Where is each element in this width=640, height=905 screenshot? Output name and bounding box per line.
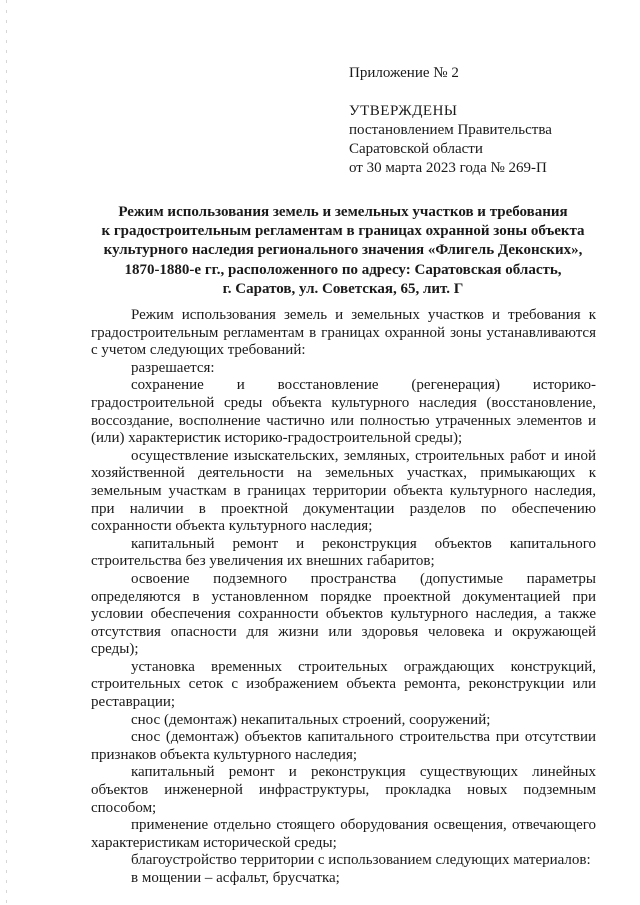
title-line: 1870-1880-е гг., расположенного по адресу: Саратовская область, [124, 261, 562, 278]
approval-block [349, 64, 609, 178]
approval-line-authority: постановлением Правительства [349, 122, 552, 138]
approval-line-date: от 30 марта 2023 года № 269-П [349, 160, 547, 176]
title-line: г. Саратов, ул. Советская, 65, лит. Г [222, 280, 464, 297]
body-paragraph: капитальный ремонт и реконструкция существующих линейных объектов инженерной инфраструктуры, прокладка новых подземным способом; [91, 764, 596, 816]
approved-heading: УТВЕРЖДЕНЫ [349, 103, 458, 119]
scan-binding-edge [6, 0, 7, 905]
title-line: Режим использования земель и земельных участков и требования [118, 204, 568, 220]
body-paragraph: освоение подземного пространства (допустимые параметры определяются в установленном порядке проектной документацией при условии обеспечения сохранности объектов культурного наследия, а также отсутствия опасности для жизни или здоровья человека и окружающей среды); [91, 570, 596, 658]
document-title [88, 203, 598, 299]
body-paragraph: сохранение и восстановление (регенерация) историко-градостроительной среды объекта культурного наследия (восстановление, воссоздание, восполнение частично или полностью утраченных элементов и (или) характеристик историко-градостроительной среды); [91, 377, 596, 447]
body-paragraph: снос (демонтаж) некапитальных строений, сооружений; [131, 711, 491, 728]
approval-line-region: Саратовской области [349, 141, 483, 157]
body-paragraph: благоустройство территории с использованием следующих материалов: [131, 852, 591, 869]
body-paragraph: снос (демонтаж) объектов капитального строительства при отсутствии признаков объекта культурного наследия; [91, 729, 596, 763]
title-line: культурного наследия регионального значения «Флигель Деконских», [103, 242, 583, 259]
body-paragraph: установка временных строительных ограждающих конструкций, строительных сеток с изображением объекта ремонта, реконструкции или реставрации; [91, 658, 596, 711]
body-paragraph: применение отдельно стоящего оборудования освещения, отвечающего характеристикам исторической среды; [91, 817, 596, 851]
appendix-number: Приложение № 2 [349, 65, 459, 81]
body-paragraph: капитальный ремонт и реконструкция объектов капитального строительства без увеличения их внешних габаритов; [91, 535, 596, 570]
document-body [91, 307, 596, 888]
title-line: к градостроительным регламентам в границах охранной зоны объекта [101, 223, 585, 240]
body-paragraph: осуществление изыскательских, земляных, строительных работ и иной хозяйственной деятельности на земельных участках, примыкающих к земельным участкам в границах территории объекта культурного наследия, при наличии в проектной документации разделов по обеспечению сохранности объекта культурного наследия; [91, 447, 596, 535]
body-paragraph: в мощении – асфальт, брусчатка; [131, 870, 340, 886]
body-paragraph-intro: Режим использования земель и земельных участков и требования к градостроительным регламентам в границах охранной зоны устанавливаются с учетом следующих требований: [91, 307, 596, 359]
body-paragraph-allowed: разрешается: [131, 359, 215, 376]
